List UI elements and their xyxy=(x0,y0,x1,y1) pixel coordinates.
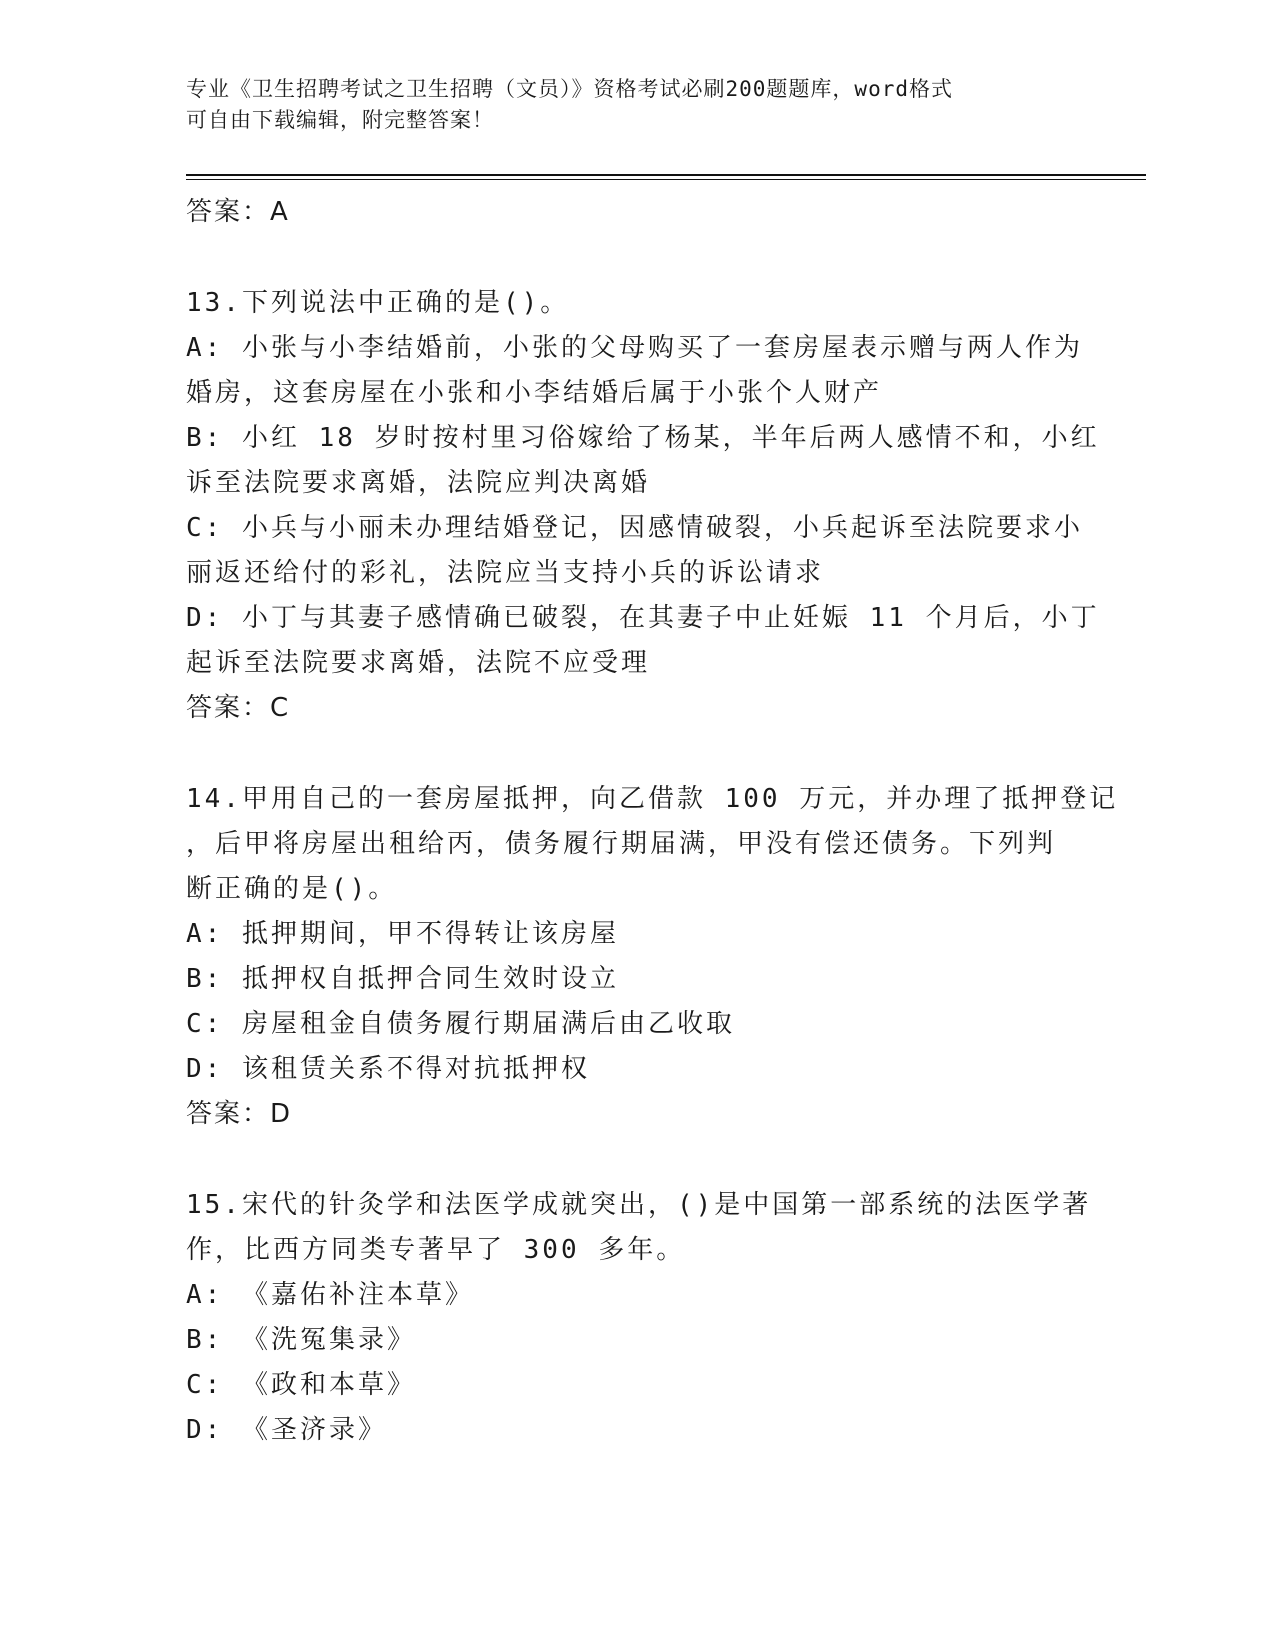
option-line: 起诉至法院要求离婚，法院不应受理 xyxy=(186,648,651,678)
answer-line: 答案：C xyxy=(186,693,291,723)
document-header xyxy=(186,74,1066,136)
question-block xyxy=(186,777,1119,1137)
option-line: D: 小丁与其妻子感情确已破裂，在其妻子中止妊娠 11 个月后，小丁 xyxy=(186,603,1100,633)
option-line: A: 小张与小李结婚前，小张的父母购买了一套房屋表示赠与两人作为 xyxy=(186,333,1083,363)
previous-answer: 答案：A xyxy=(186,197,290,227)
option-line: A: 《嘉佑补注本草》 xyxy=(186,1280,474,1310)
option-line: B: 《洗冤集录》 xyxy=(186,1325,416,1355)
header-line-1: 专业《卫生招聘考试之卫生招聘（文员）》资格考试必刷200题题库，word格式 xyxy=(186,77,953,101)
header-rule-thick xyxy=(186,174,1146,176)
question-stem-line: 作，比西方同类专著早了 300 多年。 xyxy=(186,1235,686,1265)
option-line: C: 房屋租金自债务履行期届满后由乙收取 xyxy=(186,1009,735,1039)
option-line: 婚房，这套房屋在小张和小李结婚后属于小张个人财产 xyxy=(186,378,883,408)
option-line: D: 《圣济录》 xyxy=(186,1415,387,1445)
header-line-2: 可自由下载编辑，附完整答案！ xyxy=(186,108,494,132)
question-stem-line: 13.下列说法中正确的是()。 xyxy=(186,288,570,318)
question-list xyxy=(186,281,1119,1453)
option-line: C: 小兵与小丽未办理结婚登记，因感情破裂，小兵起诉至法院要求小 xyxy=(186,513,1083,543)
option-line: C: 《政和本草》 xyxy=(186,1370,416,1400)
question-stem-line: 断正确的是()。 xyxy=(186,874,398,904)
option-line: B: 抵押权自抵押合同生效时设立 xyxy=(186,964,619,994)
option-line: A: 抵押期间，甲不得转让该房屋 xyxy=(186,919,619,949)
question-block xyxy=(186,1183,1092,1453)
question-stem-line: 15.宋代的针灸学和法医学成就突出，()是中国第一部系统的法医学著 xyxy=(186,1190,1092,1220)
question-stem-line: 14.甲用自己的一套房屋抵押，向乙借款 100 万元，并办理了抵押登记 xyxy=(186,784,1119,814)
option-line: B: 小红 18 岁时按村里习俗嫁给了杨某，半年后两人感情不和，小红 xyxy=(186,423,1100,453)
header-rule-thin xyxy=(186,179,1146,180)
option-line: D: 该租赁关系不得对抗抵押权 xyxy=(186,1054,590,1084)
option-line: 丽返还给付的彩礼，法院应当支持小兵的诉讼请求 xyxy=(186,558,825,588)
question-content xyxy=(186,190,1119,1453)
answer-line: 答案：D xyxy=(186,1099,293,1129)
option-line: 诉至法院要求离婚，法院应判决离婚 xyxy=(186,468,651,498)
question-block xyxy=(186,281,1100,731)
question-stem-line: ，后甲将房屋出租给丙，债务履行期届满，甲没有偿还债务。下列判 xyxy=(186,829,1057,859)
